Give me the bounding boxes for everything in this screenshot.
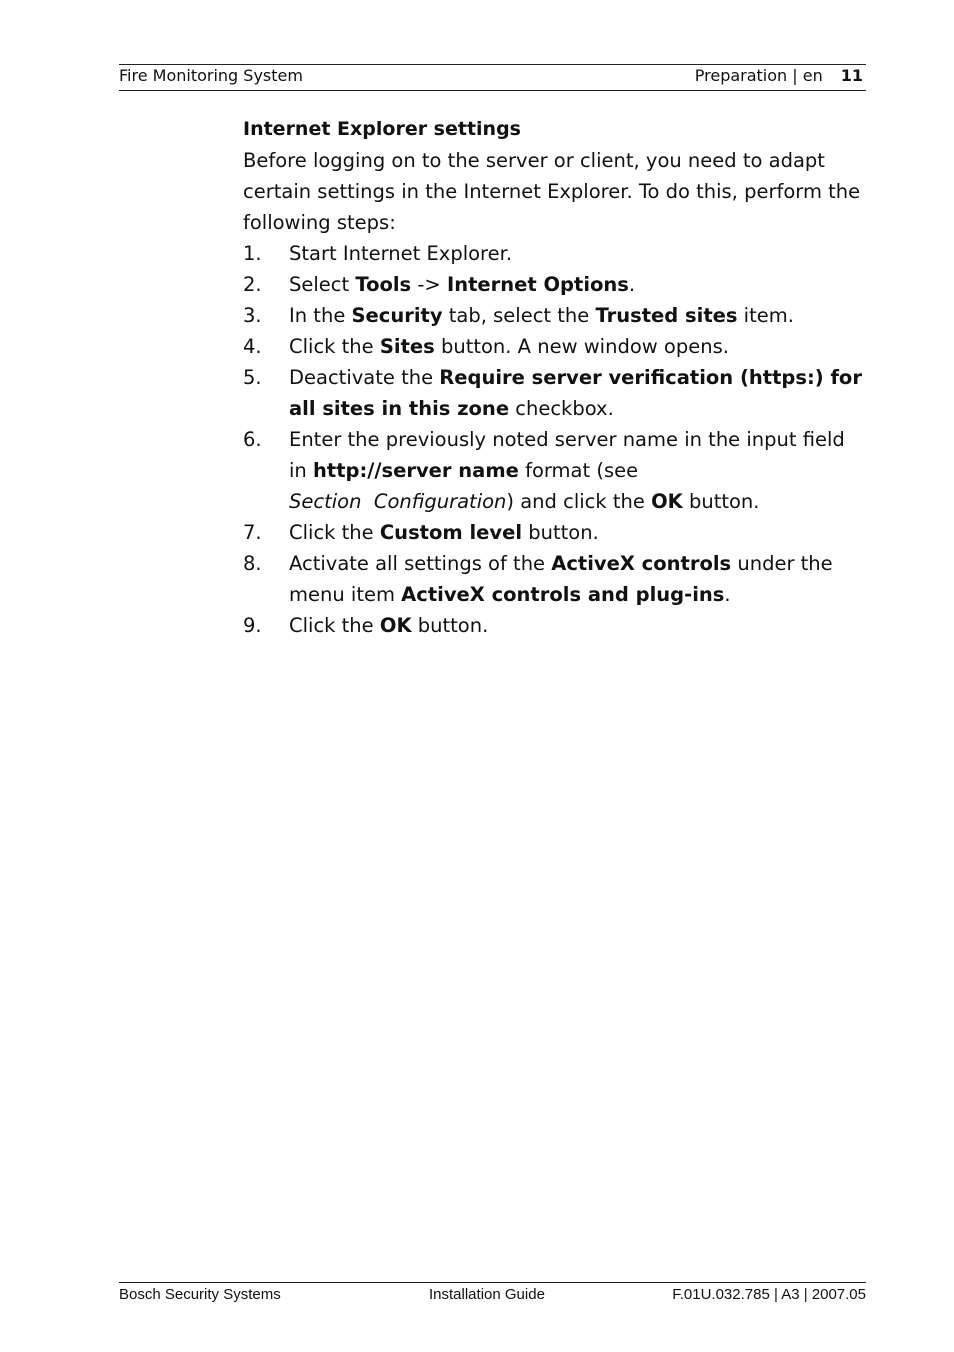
ui-term-sites: Sites: [379, 335, 435, 358]
step-number: 6.: [243, 428, 262, 451]
ui-term-custom-level: Custom level: [379, 521, 523, 544]
step-number: 9.: [243, 614, 262, 637]
step-number: 4.: [243, 335, 262, 358]
ui-term-tools: Tools: [355, 273, 412, 296]
steps-list: [243, 238, 868, 641]
footer-doc-type: Installation Guide: [429, 1286, 545, 1303]
ui-term-security: Security: [351, 304, 443, 327]
intro-paragraph: Before logging on to the server or client, you need to adapt certain settings in the Internet Explorer. To do this, perform the following steps:: [243, 149, 861, 234]
cross-reference: Section Configuration: [289, 490, 507, 513]
step-number: 1.: [243, 242, 262, 265]
list-item: 6. Enter the previously noted server name in the input field in http://server name format (see Section Configuration) and click the OK button.: [243, 424, 868, 517]
ui-term-require-server-verification: Require server verification (https:) for all sites in this zone: [289, 366, 862, 420]
main-content: [243, 114, 868, 641]
ui-term-trusted-sites: Trusted sites: [595, 304, 738, 327]
footer-doc-ref: F.01U.032.785 | A3 | 2007.05: [672, 1286, 866, 1303]
header-right: [695, 66, 863, 85]
ui-term-ok: OK: [379, 614, 412, 637]
list-item: 8. Activate all settings of the ActiveX controls under the menu item ActiveX controls and plug-ins.: [243, 548, 868, 610]
page-header: [119, 64, 866, 91]
list-item: 9. Click the OK button.: [243, 610, 868, 641]
list-item: 4. Click the Sites button. A new window opens.: [243, 331, 868, 362]
header-doc-title: Fire Monitoring System: [119, 66, 303, 85]
list-item: 5. Deactivate the Require server verification (https:) for all sites in this zone checkbox.: [243, 362, 868, 424]
section-title: Internet Explorer settings: [243, 118, 521, 140]
list-item: 1. Start Internet Explorer.: [243, 238, 868, 269]
list-item: 2. Select Tools -> Internet Options.: [243, 269, 868, 300]
footer-company: Bosch Security Systems: [119, 1286, 281, 1303]
header-section: Preparation | en: [694, 66, 823, 85]
ui-term-server-name: http://server name: [312, 459, 519, 482]
ui-term-internet-options: Internet Options: [446, 273, 629, 296]
page-footer: [119, 1282, 866, 1303]
page-number: 11: [840, 66, 863, 85]
ui-term-activex-plugins: ActiveX controls and plug-ins: [401, 583, 725, 606]
step-number: 7.: [243, 521, 262, 544]
step-number: 8.: [243, 552, 262, 575]
step-number: 3.: [243, 304, 262, 327]
list-item: 7. Click the Custom level button.: [243, 517, 868, 548]
step-number: 5.: [243, 366, 262, 389]
list-item: 3. In the Security tab, select the Trusted sites item.: [243, 300, 868, 331]
ui-term-activex-controls: ActiveX controls: [551, 552, 732, 575]
step-number: 2.: [243, 273, 262, 296]
ui-term-ok: OK: [651, 490, 683, 513]
